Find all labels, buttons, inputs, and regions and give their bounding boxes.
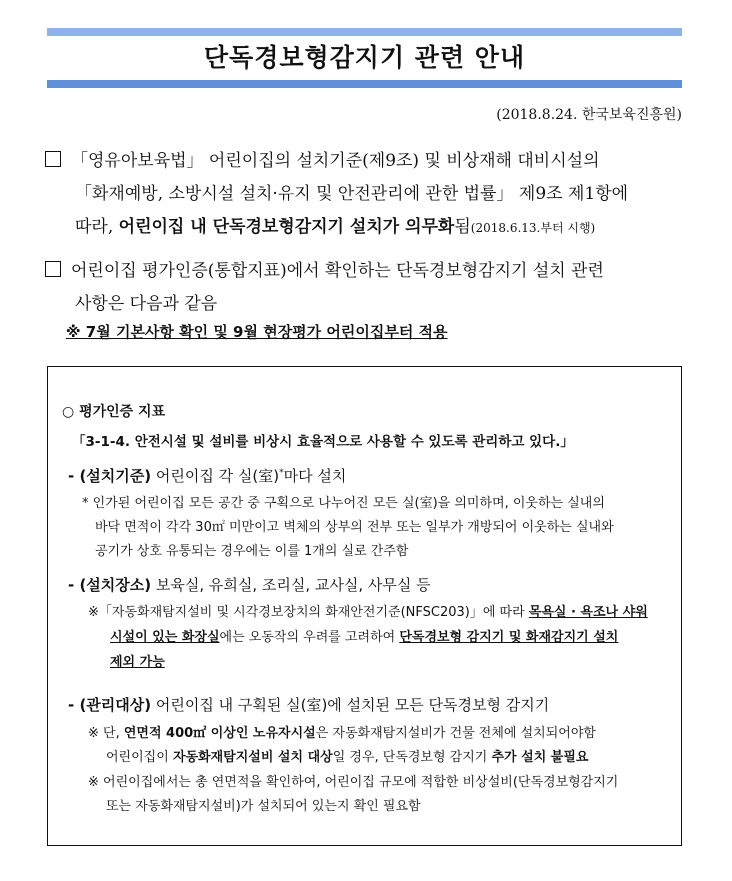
page-title: 단독경보형감지기 관련 안내 <box>203 43 526 72</box>
install-location-note-1: ※「자동화재탐지설비 및 시각경보장치의 화재안전기준(NFSC203)」에 따라 목욕실 · 욕조나 샤워 <box>88 605 648 620</box>
intro-paragraph-2: 어린이집 평가인증(통합지표)에서 확인하는 단독경보형감지기 설치 관련 사항은 다음과 같음 <box>45 255 695 321</box>
install-location-note-2: 시설이 있는 화장실에는 오동작의 우려를 고려하여 단독경보형 감지기 및 화재감지기 설치 <box>110 630 619 645</box>
management-note-1: ※ 단, 연면적 400㎡ 이상인 노유자시설은 자동화재탐지설비가 건물 전체에 설치되어야함 <box>88 726 596 741</box>
application-note: ※ 7월 기본사항 확인 및 9월 현장평가 어린이집부터 적용 <box>66 323 448 341</box>
install-location-note-3: 제외 가능 <box>110 655 165 670</box>
install-standard-note-2: 바닥 면적이 각각 30㎡ 미만이고 벽체의 상부의 전부 또는 일부가 개방되어 이웃하는 실내와 <box>95 520 614 535</box>
section-management-target: - (관리대상) 어린이집 내 구획된 실(室)에 설치된 모든 단독경보형 감지기 <box>68 696 550 714</box>
checkbox-bullet-icon <box>45 261 61 277</box>
publish-date: (2018.8.24. 한국보육진흥원) <box>496 107 682 123</box>
indicator-text: 「3-1-4. 안전시설 및 설비를 비상시 효율적으로 사용할 수 있도록 관리하고 있다.」 <box>72 434 574 450</box>
indicator-panel <box>47 366 682 846</box>
checkbox-bullet-icon <box>45 151 61 167</box>
section-install-location: - (설치장소) 보육실, 유희실, 조리실, 교사실, 사무실 등 <box>68 576 431 594</box>
intro-paragraph-1: 「영유아보육법」 어린이집의 설치기준(제9조) 및 비상재해 대비시설의 「화재예방, 소방시설 설치·유지 및 안전관리에 관한 법률」 제9조 제1항에 따라, 어린이집 내 단독경보형감지기 설치가 의무화됨(2018.6.13.부터 시행) <box>45 145 695 245</box>
header-bottom-rule <box>47 80 682 88</box>
install-standard-note-1: * 인가된 어린이집 모든 공간 중 구획으로 나누어진 모든 실(室)을 의미하며, 이웃하는 실내의 <box>82 496 605 511</box>
panel-heading: ○ 평가인증 지표 <box>62 404 166 420</box>
management-note-4: 또는 자동화재탐지설비)가 설치되어 있는지 확인 필요함 <box>106 799 421 814</box>
install-standard-note-3: 공기가 상호 유통되는 경우에는 이를 1개의 실로 간주함 <box>95 544 409 559</box>
management-note-2: 어린이집이 자동화재탐지설비 설치 대상일 경우, 단독경보형 감지기 추가 설치 불필요 <box>106 750 589 765</box>
header-top-rule <box>47 28 682 36</box>
section-install-standard: - (설치기준) 어린이집 각 실(室)*마다 설치 <box>68 467 347 485</box>
management-note-3: ※ 어린이집에서는 총 연면적을 확인하여, 어린이집 규모에 적합한 비상설비(단독경보형감지기 <box>88 775 619 790</box>
